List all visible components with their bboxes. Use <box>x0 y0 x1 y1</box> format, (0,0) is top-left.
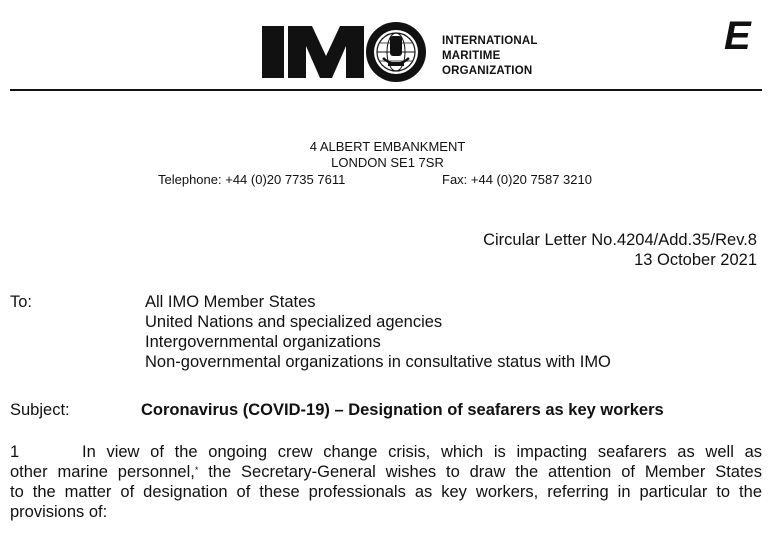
recipient-item: Non-governmental organizations in consultative status with IMO <box>145 353 611 371</box>
org-line-2: MARITIME <box>442 50 501 62</box>
paragraph-1 <box>10 442 762 522</box>
recipient-item: All IMO Member States <box>145 293 316 311</box>
paragraph-text: In view of the ongoing crew change crisis, which is impacting seafarers as well as <box>82 443 762 461</box>
to-label: To: <box>10 293 33 311</box>
fax: Fax: +44 (0)20 7587 3210 <box>442 172 592 187</box>
language-code: E <box>724 14 751 58</box>
org-line-3: ORGANIZATION <box>442 65 533 77</box>
address-line-2: LONDON SE1 7SR <box>331 155 444 170</box>
recipient-item: Intergovernmental organizations <box>145 333 381 351</box>
footnote-mark[interactable]: * <box>194 465 199 475</box>
address-line-1: 4 ALBERT EMBANKMENT <box>309 139 466 154</box>
imo-logo <box>262 22 432 82</box>
paragraph-number: 1 <box>10 443 20 461</box>
subject-text: Coronavirus (COVID-19) – Designation of seafarers as key workers <box>141 401 664 419</box>
circular-reference: Circular Letter No.4204/Add.35/Rev.8 <box>483 231 757 249</box>
subject-label: Subject: <box>10 401 70 419</box>
org-line-1: INTERNATIONAL <box>442 35 538 47</box>
paragraph-text: other marine personnel, <box>10 463 195 481</box>
paragraph-text: the Secretary-General wishes to draw the attention of Member States <box>198 463 762 481</box>
paragraph-line <box>10 462 762 482</box>
circular-reference-block <box>483 230 757 270</box>
telephone: Telephone: +44 (0)20 7735 7611 <box>158 172 346 187</box>
paragraph-line: provisions of: <box>10 503 108 521</box>
organization-name <box>442 34 538 79</box>
recipient-list <box>145 292 611 372</box>
circular-date: 13 October 2021 <box>634 251 757 269</box>
paragraph-line <box>10 442 762 462</box>
paragraph-line: to the matter of designation of these professionals as key workers, referring in particular to the <box>10 483 762 501</box>
recipient-item: United Nations and specialized agencies <box>145 313 443 331</box>
header-divider <box>10 89 762 91</box>
